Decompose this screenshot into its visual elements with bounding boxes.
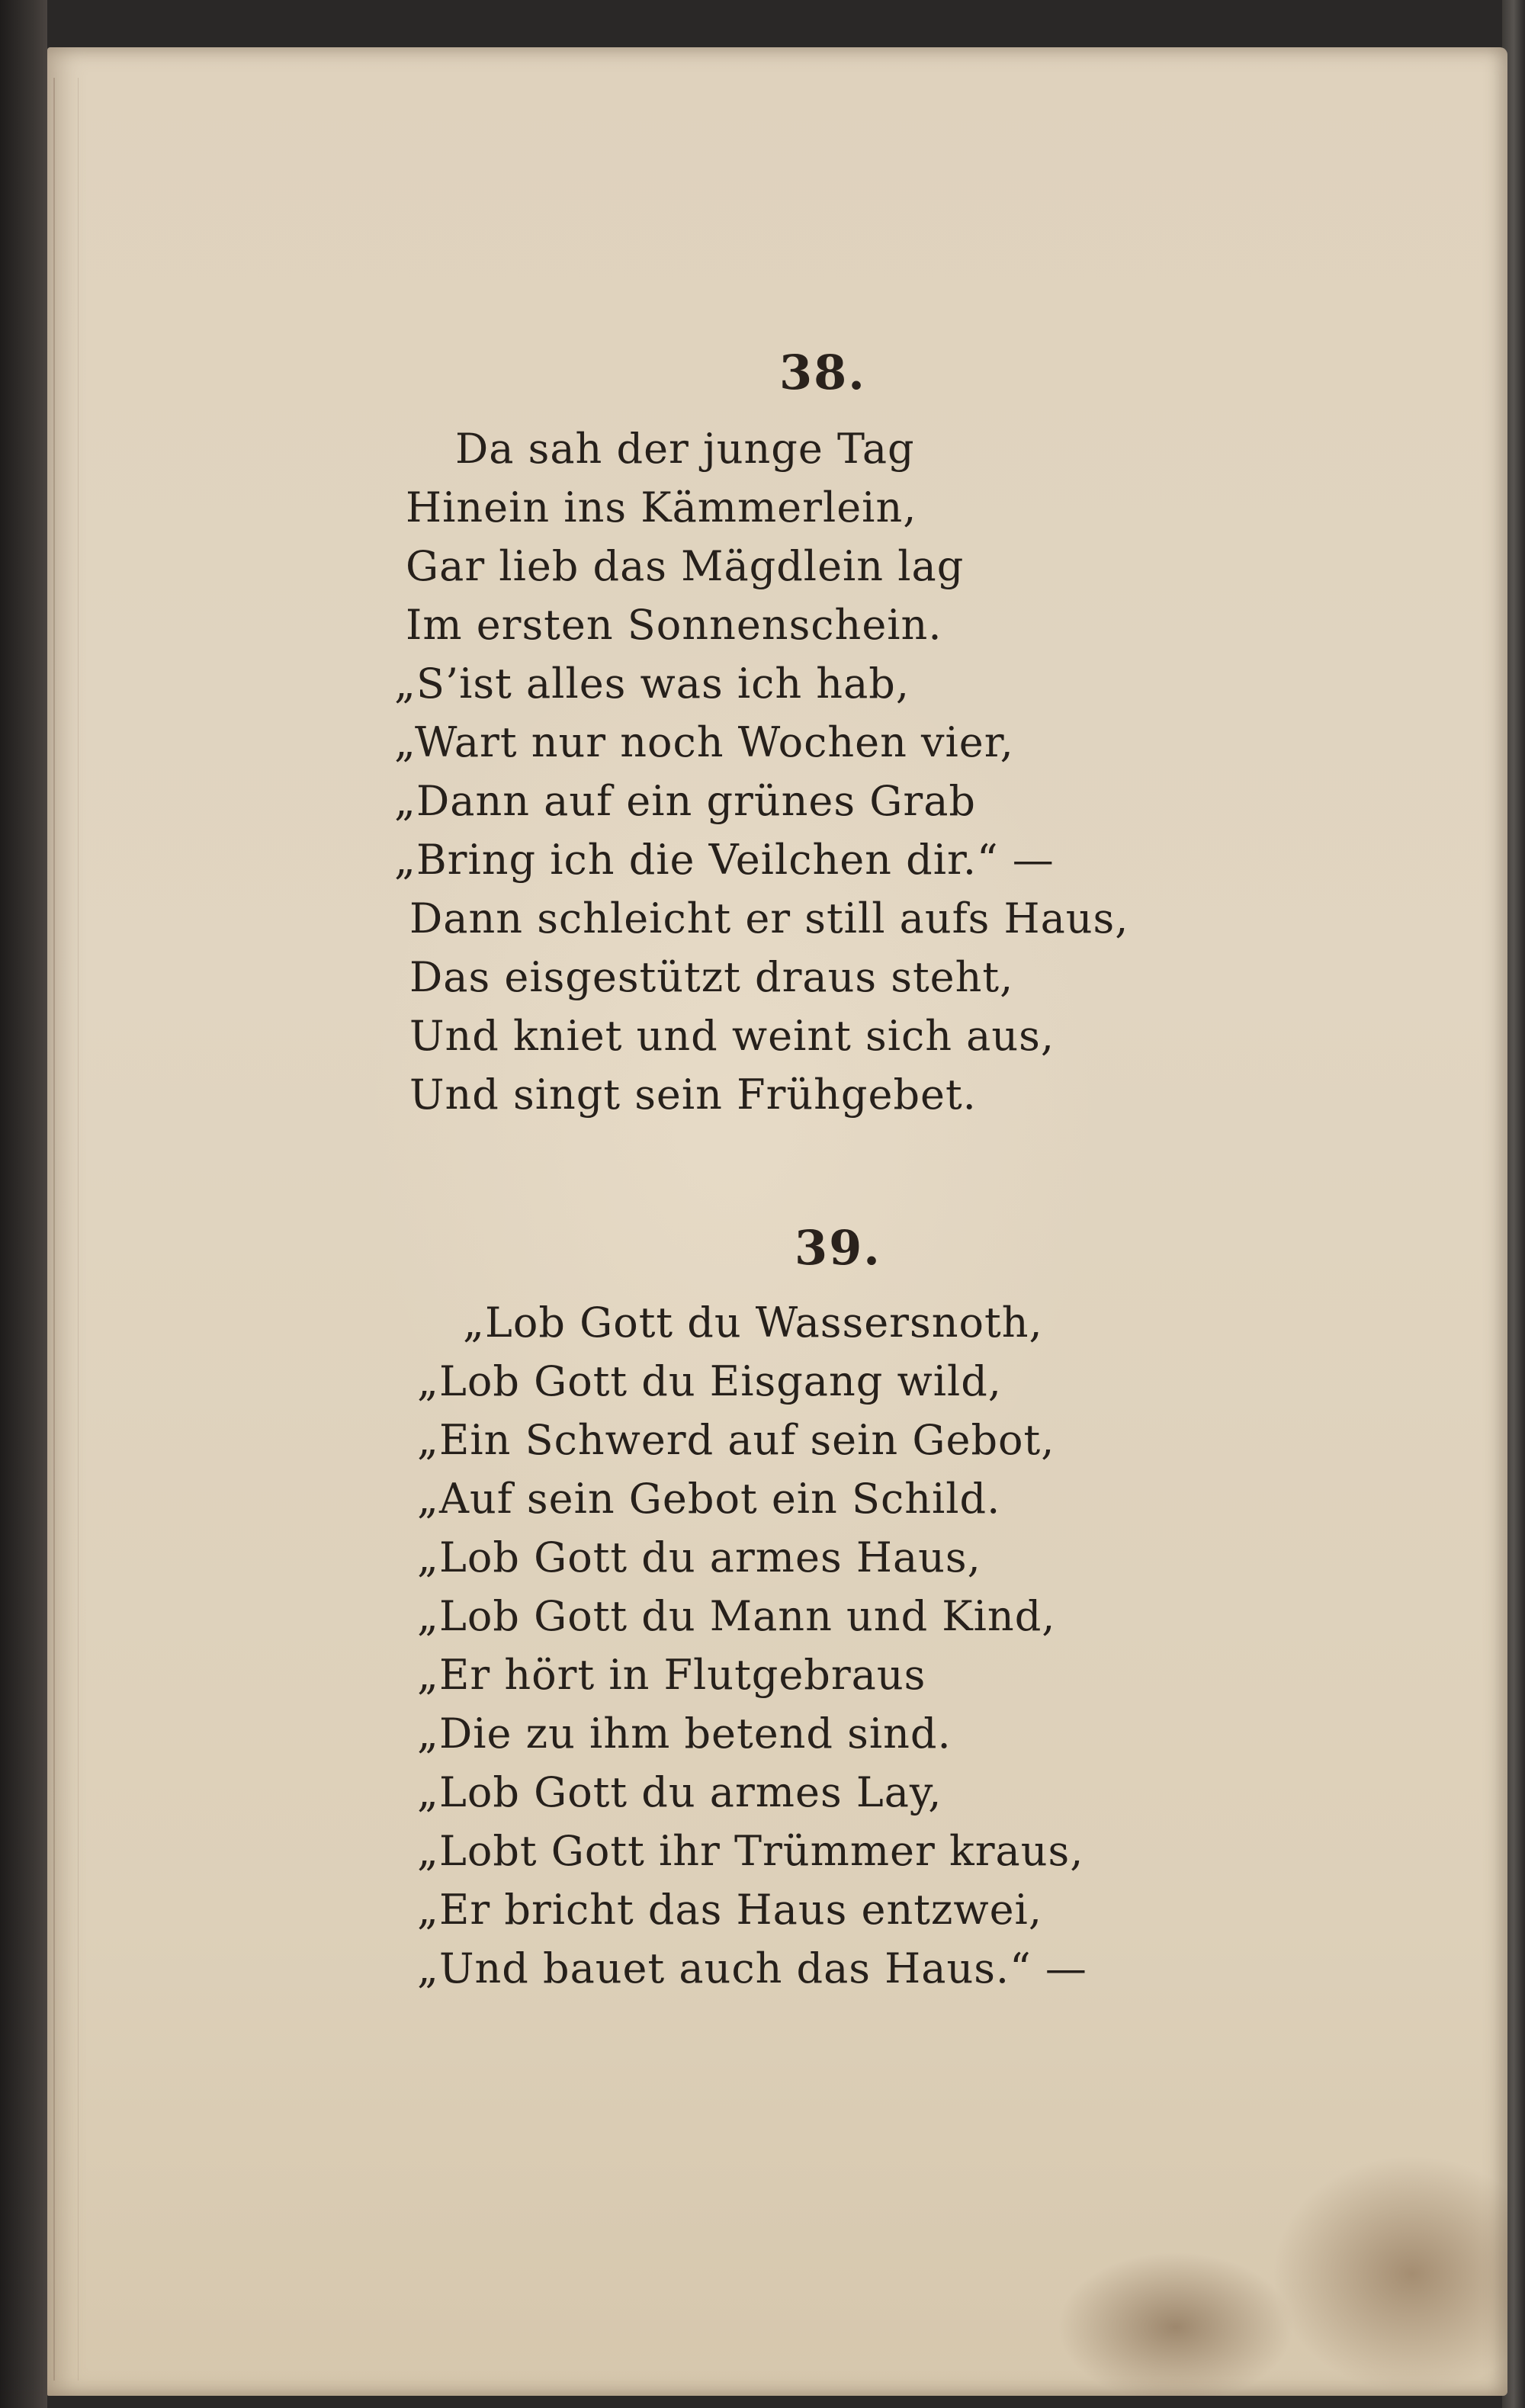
verse-line: „Lob Gott du Wassersnoth, — [463, 1299, 1043, 1347]
verse-line: „Die zu ihm betend sind. — [417, 1710, 952, 1758]
verse-line: „Lob Gott du Eisgang wild, — [417, 1357, 1002, 1405]
poem-number: 38. — [779, 345, 866, 400]
verse-line: „Wart nur noch Wochen vier, — [394, 718, 1014, 766]
verse-line: Gar lieb das Mägdlein lag — [406, 542, 965, 590]
book-binding — [0, 0, 47, 2408]
verse-line: „Lob Gott du Mann und Kind, — [417, 1592, 1056, 1640]
verse-line: Da sah der junge Tag — [455, 425, 915, 473]
verse-line: „Lobt Gott ihr Trümmer kraus, — [417, 1827, 1084, 1875]
verse-line: „Bring ich die Veilchen dir.“ — — [394, 836, 1055, 884]
verse-line: „Er hört in Flutgebraus — [417, 1651, 926, 1699]
verse-line: „S’ist alles was ich hab, — [394, 660, 910, 708]
verse-line: Hinein ins Kämmerlein, — [406, 483, 917, 531]
verse-line: Dann schleicht er still aufs Haus, — [409, 894, 1129, 942]
verse-line: Im ersten Sonnenschein. — [406, 601, 942, 649]
verse-line: Das eisgestützt draus steht, — [409, 953, 1014, 1001]
verse-line: „Und bauet auch das Haus.“ — — [417, 1944, 1087, 1992]
poem-number: 39. — [795, 1220, 881, 1276]
book-page — [47, 47, 1507, 2396]
verse-line: „Lob Gott du armes Haus, — [417, 1533, 981, 1581]
verse-line: „Er bricht das Haus entzwei, — [417, 1886, 1042, 1934]
verse-line: „Lob Gott du armes Lay, — [417, 1768, 942, 1816]
page-edge-lines — [53, 78, 79, 2381]
verse-line: „Ein Schwerd auf sein Gebot, — [417, 1416, 1055, 1464]
verse-line: Und singt sein Frühgebet. — [409, 1071, 977, 1119]
verse-line: „Dann auf ein grünes Grab — [394, 777, 976, 825]
verse-line: Und kniet und weint sich aus, — [409, 1012, 1055, 1060]
verse-line: „Auf sein Gebot ein Schild. — [417, 1475, 1001, 1523]
